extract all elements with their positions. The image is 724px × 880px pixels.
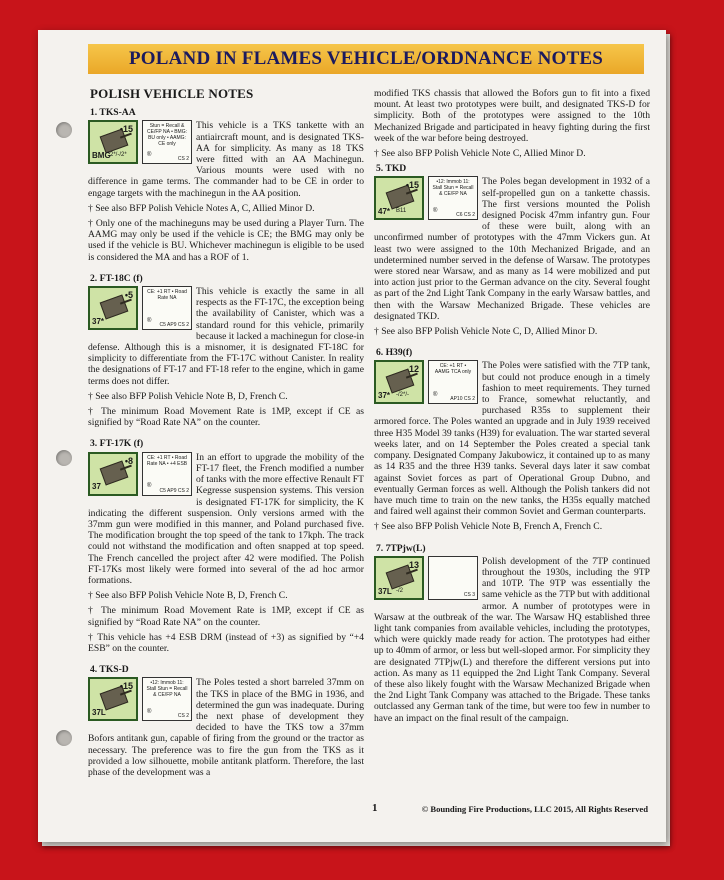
- counter-notes: Stun = Recall & CE/FP NA • BMG: BU only • AAMG: CE only: [147, 123, 187, 148]
- counter-gun: 37*: [378, 391, 391, 401]
- counter-notes: •12: Immob 11: Stall Stun = Recall & CE/FP NA: [432, 179, 474, 198]
- counter-pair: [88, 120, 192, 164]
- rule-note: † The minimum Road Movement Rate is 1MP, except if CE as signified by “Road Rate NA” on the counter.: [88, 605, 364, 628]
- paragraph: The Poles began development in 1932 of a self-propelled gun on a tankette chassis. The first versions mounted the Polish designed Pocisk 47mm infantry gun. Four of these were built, along with an unconfirmed number of prototypes with the 47mm Vickers gun. At least two were assigned to the 10th Mechanized Brigade, and an undetermined number served in the defense of Warsaw. The prototypes were stored near Warsaw, and as many as 14 were mobilized and put into action just prior to the German advance on the city. Several fought as part of the 2nd Light Tank Company in the early Warsaw battles, and then with the Warsaw Mechanized Brigade. These vehicles are designated TKD.: [374, 176, 650, 322]
- counter-front: [374, 556, 424, 600]
- counter-back: [428, 360, 478, 404]
- paragraph: Polish development of the 7TP continued throughout the 1930s, including the 9TP and 10TP. The 9TP was essentially the same vehicle as the 7TP but with additional armor. A number of prototypes were in Warsaw at the outbreak of the war. The Warsaw HQ established three light tank companies from available vehicles, including the prototypes, which were quickly made ready for action. The prototypes had either up to 40mm of armor, or less but well-sloped armor. For simplicity they are designated 7TPjw(L) and therefore the different versions put into action. As many as 11 equipped the 2nd Light Tank Company. Several of these also likely fought with the Warsaw Mechanized Brigade when the 2nd Light Tank Company was attached to the Brigade. These tanks outclassed any German tank of the time, but were too few in number to have an impact on the final result of the campaign.: [374, 555, 650, 724]
- counter-front: [88, 677, 138, 721]
- vehicle-note: [88, 438, 364, 658]
- counter-value: 12: [408, 364, 419, 375]
- paragraph: The Poles tested a short barreled 37mm on the TKS in place of the BMG in 1936, and determined the gun was inadequate. During the next phase of development they decided to have the TKS tow a 37mm Bofors antitank gun, capable of firing from the ground or the tractor as necessary. The preference was to fire the gun from the TKS as it provided a low silhouette, mobile antitank platform. Therefore, the last phase of the development was a: [88, 677, 364, 778]
- vehicle-title: 5. TKD: [376, 163, 407, 175]
- rule-note: † See also BFP Polish Vehicle Note C, D, Allied Minor D.: [374, 326, 598, 338]
- counter-front: [88, 120, 138, 164]
- vehicle-title: 1. TKS-AA: [90, 107, 136, 119]
- vehicle-note: [88, 273, 364, 433]
- vehicle-title: 4. TKS-D: [90, 664, 129, 676]
- rule-note: † See also BFP Polish Vehicle Notes A, C, Allied Minor D.: [88, 202, 315, 214]
- counter-ammo: CS 2: [177, 156, 189, 163]
- rule-note: † The minimum Road Movement Rate is 1MP, except if CE as signified by “Road Rate NA” on the counter.: [88, 406, 364, 429]
- rule-note: † See also BFP Polish Vehicle Note B, D, French C.: [88, 390, 288, 402]
- counter-front: [374, 360, 424, 404]
- document-page: [38, 30, 666, 842]
- paragraph: The Poles were satisfied with the 7TP tank, but could not produce enough in a timely fashion to meet requirements. They turned to France, somewhat reluctantly, and purchased R35s to supplement their armored force. The Poles wanted an upgrade and in July 1939 received three H35 Model 39 tanks (H39) for evaluation. The war started several weeks later, and on 14 September the Poles created a special tank company. Designated Company Jakubowicz, it contained up to as many as 14 R35 and the three H39 tanks. Several days later it saw combat against Soviet forces as part of Operational Group Dubno, and eventually German forces as well. Although the Polish tankers did not have much time to train on the new tanks, the H35s equally matched and faired well against their common Soviet and German counterparts.: [374, 360, 650, 518]
- counter-notes: CE: +1 RT • Road Rate NA • +4 ESB: [146, 454, 188, 467]
- rule-note: † See also BFP Polish Vehicle Note B, French A, French C.: [374, 521, 603, 533]
- counter-back: [142, 120, 192, 164]
- counter-back: [142, 677, 192, 721]
- counter-gun: 37L: [92, 708, 106, 718]
- counter-rof: -/2*/-: [396, 392, 410, 399]
- page-title: POLAND IN FLAMES VEHICLE/ORDNANCE NOTES: [88, 44, 644, 74]
- paragraph: This vehicle is a TKS tankette with an antiaircraft mount, and is designated TKS-AA for simplicity. As many as 18 TKS were fitted with an AA Machinegun. Various mounts were used with no difference in game terms. The commander had to be CE in order to engage targets with the machinegun in the AA position.: [88, 120, 364, 199]
- counter-value: •15: [119, 124, 133, 135]
- rule-note: † Only one of the machineguns may be used during a Player Turn. The AAMG may only be used if the vehicle is CE; the BMG may only be used if the vehicle is BU. Whichever machinegun is eligible to be used is considered the MA and has a ROF of 1.: [88, 218, 364, 263]
- counter-gun: 37: [92, 482, 101, 492]
- vehicle-note: [88, 107, 364, 267]
- punch-hole: [56, 122, 72, 138]
- counter-front: [88, 452, 138, 496]
- rule-note: † See also BFP Polish Vehicle Note C, Allied Minor D.: [374, 148, 586, 160]
- counter-rof: 2*/-/2*: [110, 152, 127, 159]
- counter-value: 13: [408, 559, 419, 570]
- vehicle-title: 2. FT-18C (f): [90, 272, 143, 284]
- counter-notes: CE: +1 RT • AAMG TCA only: [434, 363, 472, 376]
- counter-mark: ®: [147, 152, 152, 159]
- counter-value: •15: [405, 180, 419, 191]
- vehicle-title: 3. FT-17K (f): [90, 438, 144, 450]
- right-column: [374, 88, 650, 734]
- rule-note: † See also BFP Polish Vehicle Note B, D, French C.: [88, 590, 288, 602]
- counter-gun: 47*: [378, 207, 391, 217]
- counter-front: [88, 286, 138, 330]
- counter-value: •8: [124, 455, 133, 466]
- vehicle-note: [374, 347, 650, 536]
- page-number: 1: [372, 802, 378, 814]
- counter-mark: ®: [147, 317, 152, 324]
- counter-mark: ®: [147, 709, 152, 716]
- paragraph: This vehicle is exactly the same in all respects as the FT-17C, the exception being the availability of Canister, which was a standard round for this vehicle, primarily because it lacked a machinegun for close-in defense. Although this is a misnomer, it is designated FT-18C for simplicity to differentiate from the FT-17C without Canister. In reality the designations of FT-17 and FT-18 refer to the engine, which in game terms does not differ.: [88, 286, 364, 387]
- counter-value: •5: [124, 290, 133, 301]
- vehicle-note: [374, 543, 650, 728]
- counter-back: [142, 286, 192, 330]
- section-title: POLISH VEHICLE NOTES: [90, 86, 254, 101]
- counter-front: [374, 176, 424, 220]
- vehicle-note: [88, 664, 364, 782]
- rule-note: † This vehicle has +4 ESB DRM (instead of +3) as signified by “+4 ESB” on the counter.: [88, 631, 364, 654]
- counter-notes: •12: Immob 11: Stall Stun = Recall & CE/FP NA: [146, 680, 188, 699]
- counter-ammo: AP10 CS 2: [450, 396, 475, 403]
- counter-pair: [88, 286, 192, 330]
- counter-mark: ®: [147, 483, 152, 490]
- counter-notes: CE: +1 RT • Road Rate NA: [147, 289, 187, 302]
- counter-back: [428, 176, 478, 220]
- counter-mark: ®: [433, 208, 438, 215]
- counter-ammo: C6 CS 2: [456, 212, 475, 219]
- counter-gun: 37L: [378, 586, 392, 596]
- counter-back: [428, 556, 478, 600]
- copyright: © Bounding Fire Productions, LLC 2015, All Rights Reserved: [421, 804, 648, 814]
- counter-pair: [374, 556, 478, 600]
- punch-hole: [56, 450, 72, 466]
- counter-rof: -/2: [396, 587, 404, 594]
- counter-pair: [374, 360, 478, 404]
- counter-ammo: C5 AP9 CS 2: [159, 322, 189, 329]
- counter-gun: BMG: [92, 151, 111, 161]
- counter-pair: [374, 176, 478, 220]
- counter-ammo: C5 AP9 CS 2: [159, 487, 189, 494]
- vehicle-title: 7. 7TPjw(L): [376, 542, 426, 554]
- counter-ammo: CS 3: [463, 591, 475, 598]
- counter-ammo: CS 2: [177, 713, 189, 720]
- counter-rof: B11: [396, 208, 407, 215]
- left-column: [88, 88, 364, 788]
- paragraph: In an effort to upgrade the mobility of the FT-17 fleet, the French modified a number of tanks with the more effective Renault FT Kegresse suspension systems. This version is designated FT-17K for simplicity, the K indicating the different suspension. Only versions armed with the 37mm gun were modified in this manner, and Poland purchased five. The modification brought the top speed of the tank to 17kph. The track could not withstand the modification and often snapped at top speed. The French cancelled the project after 42 were modified. The Polish FT-17Ks most likely were formed into several of the ad hoc armor formations.: [88, 451, 364, 586]
- counter-gun: 37*: [92, 316, 105, 326]
- counter-value: •15: [119, 681, 133, 692]
- counter-pair: [88, 452, 192, 496]
- counter-pair: [88, 677, 192, 721]
- counter-back: [142, 452, 192, 496]
- counter-mark: ®: [433, 392, 438, 399]
- paragraph: modified TKS chassis that allowed the Bofors gun to fit into a fixed mount. At least two prototypes were built, and designated TKS-D for simplicity. Both of the prototypes were assigned to the 10th Mechanized Brigade and participated in heavy fighting during the first week of the war before being destroyed.: [374, 88, 650, 144]
- vehicle-note: [374, 163, 650, 341]
- punch-hole: [56, 730, 72, 746]
- vehicle-title: 6. H39(f): [376, 347, 413, 359]
